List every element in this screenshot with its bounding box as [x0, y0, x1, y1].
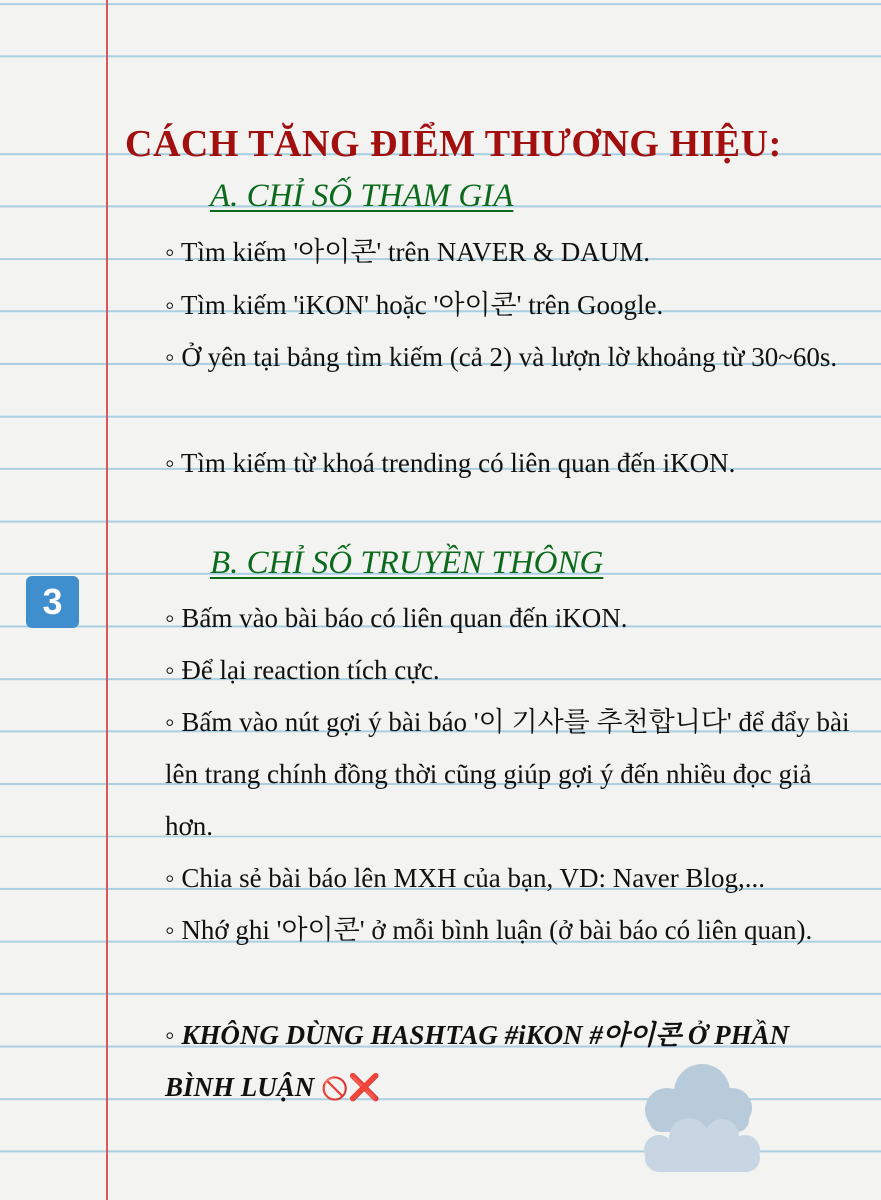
list-item: ◦ Tìm kiếm '아이콘' trên NAVER & DAUM.	[165, 237, 651, 267]
cross-mark-icon: ❌	[348, 1073, 381, 1103]
section-a-heading: A. CHỈ SỐ THAM GIA	[210, 178, 514, 214]
cloud-icon	[627, 1060, 767, 1175]
list-item: ◦ Chia sẻ bài báo lên MXH của bạn, VD: Naver Blog,...	[165, 863, 765, 893]
list-item: ◦ Tìm kiếm 'iKON' hoặc '아이콘' trên Google.	[165, 290, 664, 320]
page-title: CÁCH TĂNG ĐIỂM THƯƠNG HIỆU:	[125, 123, 782, 165]
prohibited-icon: 🚫	[321, 1077, 349, 1102]
list-item: ◦ Bấm vào nút gợi ý bài báo '이 기사를 추천합니다' để đẩy bài lên trang chính đồng thời cũng giúp gợi ý đến nhiều đọc giả hơn.	[165, 707, 850, 841]
list-item: ◦ Để lại reaction tích cực.	[165, 655, 440, 685]
list-item: ◦ Ở yên tại bảng tìm kiếm (cả 2) và lượn lờ khoảng từ 30~60s.	[165, 342, 838, 372]
page-number-badge: 3	[26, 576, 79, 628]
warning-text: ◦ KHÔNG DÙNG HASHTAG #iKON #아이콘 Ở PHẦN BÌNH LUẬN	[165, 1020, 790, 1102]
list-item: ◦ Nhớ ghi '아이콘' ở mỗi bình luận (ở bài báo có liên quan).	[165, 915, 813, 945]
list-item: ◦ Bấm vào bài báo có liên quan đến iKON.	[165, 603, 628, 633]
margin-line	[106, 0, 108, 1200]
section-b-heading: B. CHỈ SỐ TRUYỀN THÔNG	[210, 545, 604, 581]
list-item: ◦ Tìm kiếm từ khoá trending có liên quan đến iKON.	[165, 448, 736, 478]
